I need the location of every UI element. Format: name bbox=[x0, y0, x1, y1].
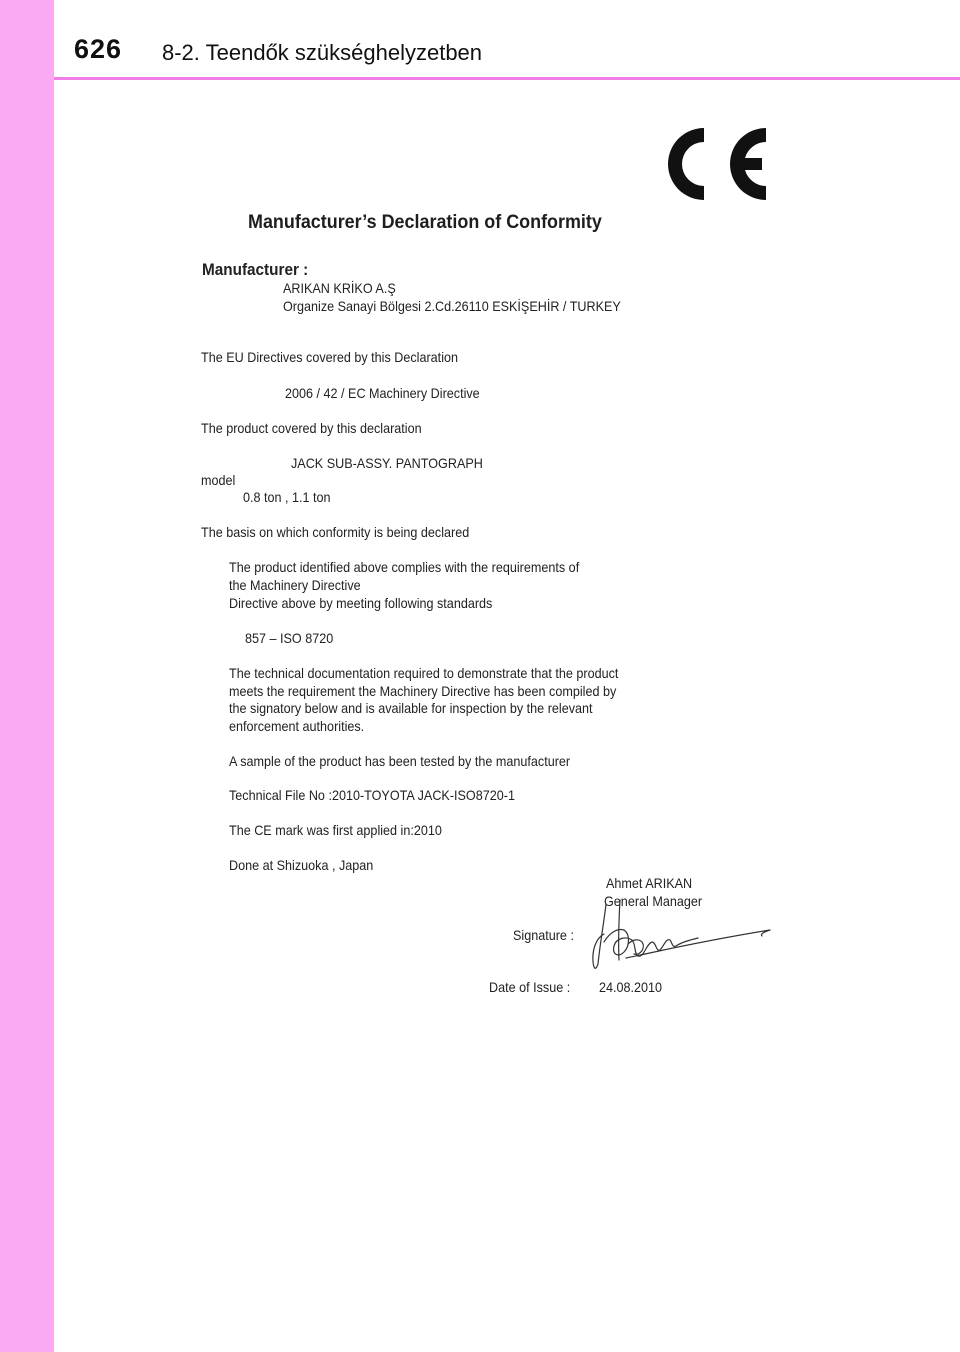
date-label: Date of Issue : bbox=[489, 979, 571, 995]
signatory-name: Ahmet ARIKAN bbox=[606, 875, 693, 891]
section-title: 8-2. Teendők szükséghelyzetben bbox=[162, 40, 483, 65]
basis-heading: The basis on which conformity is being declared bbox=[201, 524, 470, 540]
product-heading: The product covered by this declaration bbox=[201, 420, 422, 436]
signature-label: Signature : bbox=[513, 927, 574, 943]
compliance-line: The product identified above complies with the requirements of bbox=[229, 559, 580, 575]
directive: 2006 / 42 / EC Machinery Directive bbox=[285, 385, 480, 401]
manufacturer-name: ARIKAN KRİKO A.Ş bbox=[283, 280, 396, 296]
side-strip bbox=[0, 0, 54, 1352]
technical-line: The technical documentation required to demonstrate that the product bbox=[229, 665, 619, 681]
ce-mark-icon bbox=[666, 126, 768, 202]
manufacturer-address: Organize Sanayi Bölgesi 2.Cd.26110 ESKİŞEHİR / TURKEY bbox=[283, 298, 621, 314]
declaration-title: Manufacturer’s Declaration of Conformity bbox=[248, 211, 602, 233]
technical-file: Technical File No :2010-TOYOTA JACK-ISO8720-1 bbox=[229, 787, 515, 803]
model-label: model bbox=[201, 472, 236, 488]
manufacturer-label: Manufacturer : bbox=[202, 260, 309, 279]
header-rule bbox=[54, 77, 960, 80]
technical-line: enforcement authorities. bbox=[229, 718, 365, 734]
standard: 857 – ISO 8720 bbox=[245, 630, 334, 646]
date-value: 24.08.2010 bbox=[599, 979, 663, 995]
ce-applied: The CE mark was first applied in:2010 bbox=[229, 822, 442, 838]
signature-image bbox=[586, 898, 772, 974]
model-values: 0.8 ton , 1.1 ton bbox=[243, 489, 331, 505]
page-number: 626 bbox=[74, 34, 123, 64]
signatory-title: General Manager bbox=[604, 893, 703, 909]
compliance-line: the Machinery Directive bbox=[229, 577, 361, 593]
directives-heading: The EU Directives covered by this Declaration bbox=[201, 349, 459, 365]
done-at: Done at Shizuoka , Japan bbox=[229, 857, 374, 873]
technical-line: meets the requirement the Machinery Directive has been compiled by bbox=[229, 683, 617, 699]
product-name: JACK SUB-ASSY. PANTOGRAPH bbox=[291, 455, 483, 471]
compliance-line: Directive above by meeting following standards bbox=[229, 595, 493, 611]
sample-text: A sample of the product has been tested by the manufacturer bbox=[229, 753, 571, 769]
technical-line: the signatory below and is available for inspection by the relevant bbox=[229, 700, 593, 716]
